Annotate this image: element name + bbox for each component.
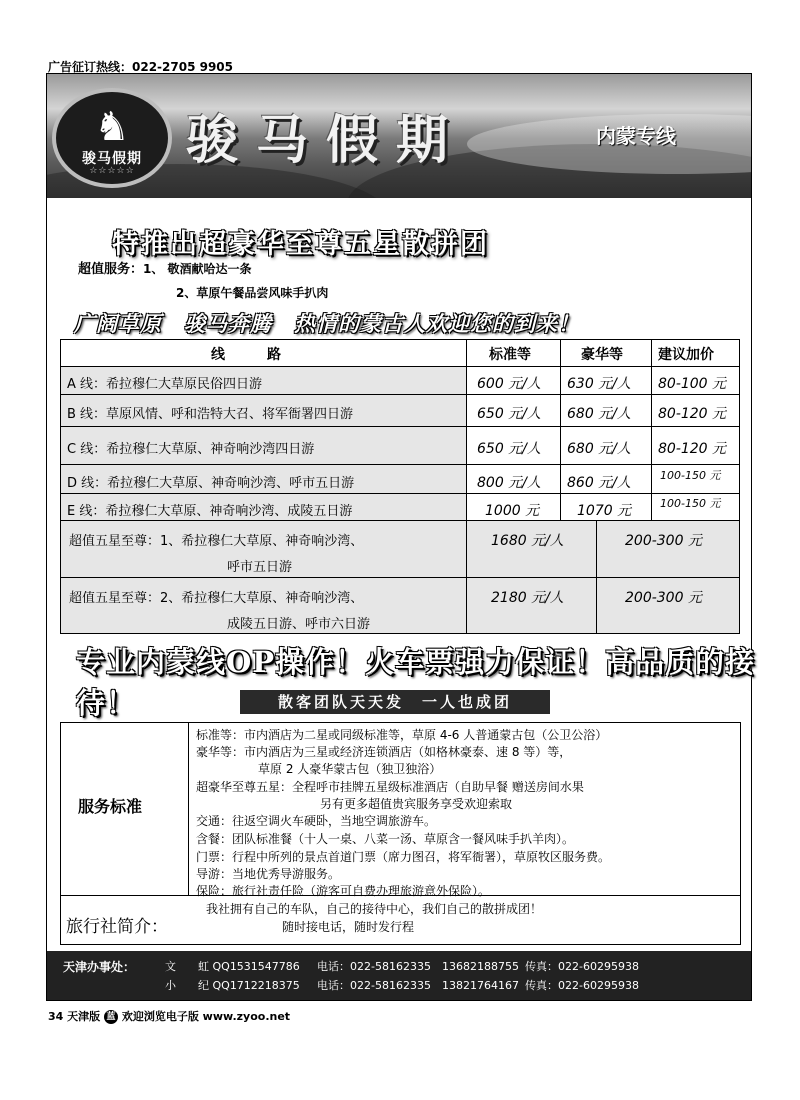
table-row: [60, 426, 467, 465]
table-header-route: [60, 339, 467, 367]
standard-line: 超豪华至尊五星：全程呼市挂牌五星级标准酒店（自助早餐 赠送房间水果: [196, 780, 584, 794]
page-footer: [48, 1008, 290, 1024]
price-cell: [560, 366, 652, 395]
add-b: 80-120 元: [658, 406, 727, 422]
price-b-standard: 650 元/人: [477, 406, 541, 422]
value-service-item-2: 2、草原午餐品尝风味手扒肉: [176, 286, 329, 300]
price-cell: [596, 577, 740, 634]
price-cell: [596, 520, 740, 578]
standard-line: 门票：行程中所列的景点首道门票（席力图召，将军衙署），草原牧区服务费。: [196, 850, 611, 864]
route-d: D 线：希拉穆仁大草原、神奇响沙湾、呼市五日游: [67, 476, 355, 491]
premium-1-line1: 超值五星至尊：1、希拉穆仁大草原、神奇响沙湾、: [69, 534, 364, 549]
add-d: 100-150 元: [660, 469, 721, 482]
headline: 特推出超豪华至尊五星散拼团: [112, 229, 489, 260]
page-number: 34: [48, 1010, 64, 1023]
price-c-luxury: 680 元/人: [567, 441, 631, 457]
agency-label: 旅行社简介：: [66, 917, 168, 937]
contact-name: 文 虹 QQ1531547786: [165, 960, 300, 973]
logo-text: 骏马假期: [82, 151, 142, 167]
horse-icon: ♞: [94, 104, 130, 150]
brand-subline: 内蒙专线: [596, 124, 676, 148]
price-cell: [651, 366, 740, 395]
premium-1-price: 1680 元/人: [491, 533, 564, 549]
contact-name: 小 纪 QQ1712218375: [165, 979, 300, 992]
price-cell: [466, 520, 597, 578]
price-cell: [466, 493, 561, 521]
premium-2-line2: 成陵五日游、呼市六日游: [227, 617, 371, 632]
price-cell: [466, 366, 561, 395]
price-cell: [466, 577, 597, 634]
price-cell: [560, 493, 652, 521]
price-cell: [651, 426, 740, 465]
office-label: 天津办事处：: [63, 960, 136, 974]
premium-2-price: 2180 元/人: [491, 590, 564, 606]
ad-hotline: 广告征订热线：022-2705 9905: [48, 60, 234, 74]
logo: [52, 88, 172, 188]
value-service: [78, 258, 252, 277]
table-row: [60, 366, 467, 395]
footer-text: 欢迎浏览电子版 www.zyoo.net: [121, 1010, 291, 1023]
add-c: 80-120 元: [658, 441, 727, 457]
price-cell: [651, 493, 740, 521]
standard-line: 保险：旅行社责任险（游客可自费办理旅游意外保险）。: [196, 884, 491, 898]
suggested-header: 建议加价: [658, 347, 714, 363]
brand-title: 骏马假期: [186, 110, 467, 171]
standard-header: 标准等: [489, 347, 531, 363]
premium-1-line2: 呼市五日游: [227, 560, 293, 575]
standards-label: 服务标准: [78, 797, 143, 816]
price-a-luxury: 630 元/人: [567, 376, 631, 392]
standard-line: 含餐：团队标准餐（十人一桌、八菜一汤、草原含一餐风味手扒羊肉）。: [196, 832, 575, 846]
standard-line: 另有更多超值贵宾服务享受欢迎索取: [320, 797, 513, 811]
contact-phone: 电话：022-58162335 13682188755: [317, 960, 519, 973]
standard-line: 交通：往返空调火车硬卧，当地空调旅游车。: [196, 814, 437, 828]
price-cell: [466, 426, 561, 465]
add-e: 100-150 元: [660, 497, 721, 510]
daily-departure-bar: 散客团队天天发 一人也成团: [240, 690, 550, 714]
standard-line: 标准等：市内酒店为二星或同级标准等，草原 4-6 人普通蒙古包（公卫公浴）: [196, 728, 608, 742]
route-header: 线 路: [211, 347, 281, 363]
value-service-item-1: 1、 敬酒献哈达一条: [143, 262, 252, 276]
route-b: B 线：草原风情、呼和浩特大召、将军衙署四日游: [67, 407, 354, 422]
price-c-standard: 650 元/人: [477, 441, 541, 457]
standard-line: 草原 2 人豪华蒙古包（独卫独浴）: [258, 762, 442, 776]
add-a: 80-100 元: [658, 376, 727, 392]
slogan: 广阔草原 骏马奔腾 热情的蒙古人欢迎您的到来！: [74, 312, 580, 336]
price-a-standard: 600 元/人: [477, 376, 541, 392]
price-cell: [651, 394, 740, 427]
contact-phone: 电话：022-58162335 13821764167: [317, 979, 519, 992]
table-row: [60, 493, 467, 521]
lan-logo-icon: 蓝: [104, 1010, 118, 1024]
table-header-suggested: [651, 339, 740, 367]
route-e: E 线：希拉穆仁大草原、神奇响沙湾、成陵五日游: [67, 504, 353, 519]
table-row: [60, 394, 467, 427]
standard-line: 豪华等：市内酒店为三星或经济连锁酒店（如格林豪泰、速 8 等）等，: [196, 745, 572, 759]
price-cell: [560, 394, 652, 427]
price-d-luxury: 860 元/人: [567, 475, 631, 491]
price-cell: [651, 464, 740, 494]
price-cell: [466, 394, 561, 427]
table-row: [60, 520, 467, 578]
contact-fax: 传真：022-60295938: [525, 979, 639, 992]
logo-stars: ☆☆☆☆☆: [89, 166, 135, 176]
price-d-standard: 800 元/人: [477, 475, 541, 491]
route-c: C 线：希拉穆仁大草原、神奇响沙湾四日游: [67, 442, 315, 457]
table-header-standard: [466, 339, 561, 367]
big-slogan: 专业内蒙线OP操作！火车票强力保证！高品质的接待！: [76, 645, 756, 720]
price-cell: [560, 426, 652, 465]
contact-fax: 传真：022-60295938: [525, 960, 639, 973]
standard-line: 导游：当地优秀导游服务。: [196, 867, 341, 881]
premium-2-line1: 超值五星至尊：2、希拉穆仁大草原、神奇响沙湾、: [69, 591, 364, 606]
contact-bar: [47, 951, 751, 1000]
route-a: A 线：希拉穆仁大草原民俗四日游: [67, 377, 263, 392]
table-header-luxury: [560, 339, 652, 367]
table-row: [60, 464, 467, 494]
price-e-standard: 1000 元: [485, 503, 540, 519]
edition: 天津版: [67, 1010, 101, 1023]
price-e-luxury: 1070 元: [577, 503, 632, 519]
premium-2-add: 200-300 元: [625, 590, 702, 606]
premium-1-add: 200-300 元: [625, 533, 702, 549]
price-cell: [466, 464, 561, 494]
standards-divider: [188, 722, 189, 896]
table-row: [60, 577, 467, 634]
value-service-label: 超值服务：: [78, 262, 144, 277]
agency-line-1: 我社拥有自己的车队，自己的接待中心，我们自己的散拼成团！: [206, 902, 543, 916]
luxury-header: 豪华等: [581, 347, 623, 363]
agency-line-2: 随时接电话，随时发行程: [282, 920, 415, 934]
price-cell: [560, 464, 652, 494]
price-b-luxury: 680 元/人: [567, 406, 631, 422]
